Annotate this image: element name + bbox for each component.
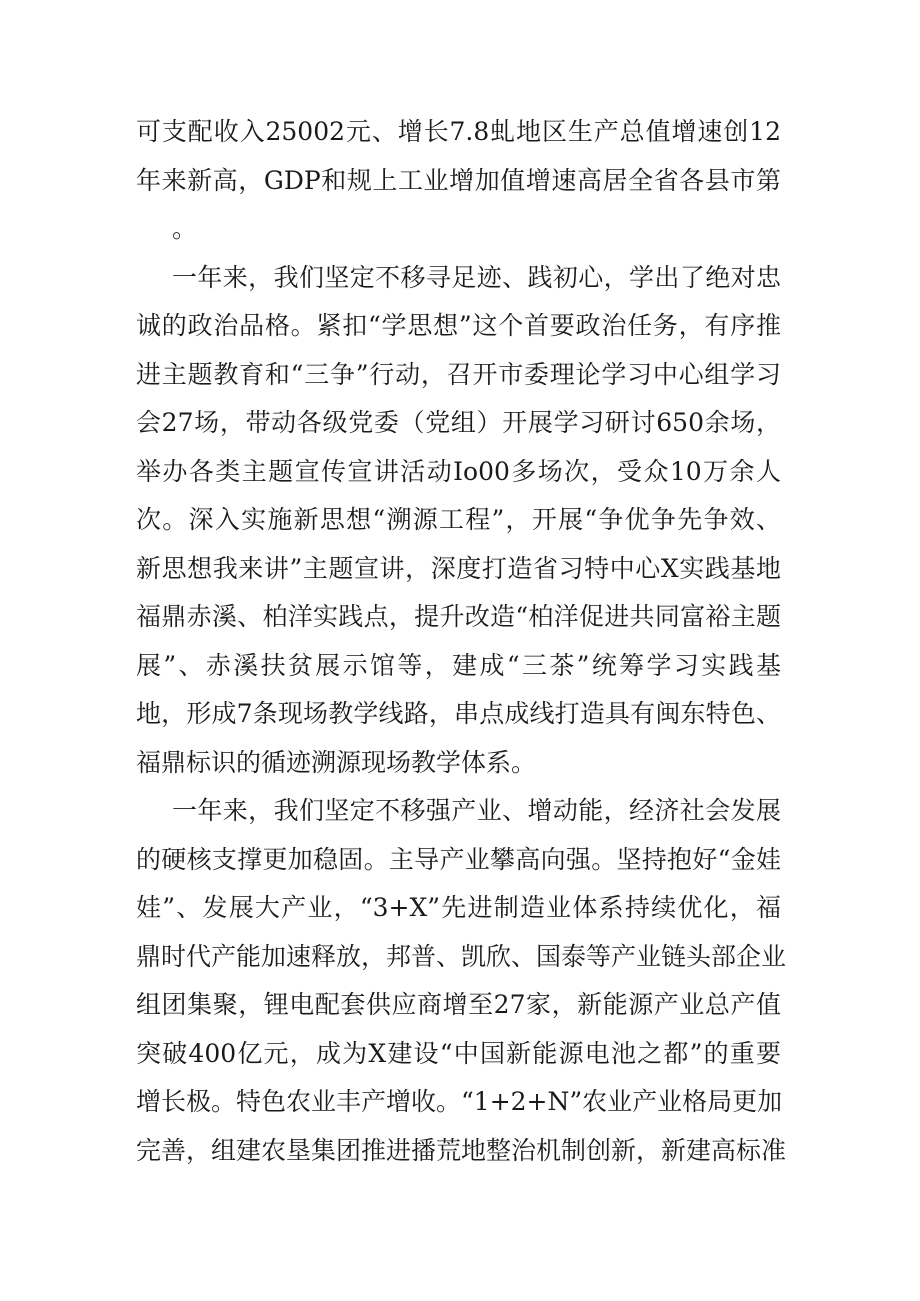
paragraph-1-line-3: 。	[172, 214, 198, 243]
paragraph-3-line-3: 娃”、发展大产业，“3+X”先进制造业体系持续优化，福	[136, 893, 781, 922]
paragraph-2-line-5: 举办各类主题宣传宣讲活动Io00多场次，受众10万余人	[136, 456, 781, 486]
paragraph-2-line-11: 福鼎标识的循迹溯源现场教学体系。	[136, 747, 537, 777]
paragraph-2-line-3: 进主题教育和“三争”行动，召开市委理论学习中心组学习	[136, 359, 781, 389]
document-body	[136, 108, 787, 1175]
paragraph-3-line-1: 一年来，我们坚定不移强产业、增动能，经济社会发展	[172, 796, 781, 825]
paragraph-2-line-1: 一年来，我们坚定不移寻足迹、践初心，学出了绝对忠	[172, 262, 781, 292]
paragraph-3-line-7: 增长极。特色农业丰产增收。“1+2+N”农业产业格局更加	[136, 1087, 783, 1116]
paragraph-3-line-6: 突破400亿元，成为X建设“中国新能源电池之都”的重要	[136, 1038, 781, 1068]
paragraph-2-line-6: 次。深入实施新思想“溯源工程”，开展“争优争先争效、	[136, 505, 781, 534]
paragraph-3-line-2: 的硬核支撑更加稳固。主导产业攀高向强。坚持抱好“金娃	[136, 844, 781, 874]
paragraph-2-line-2: 诚的政治品格。紧扣“学思想”这个首要政治任务，有序推	[136, 311, 781, 340]
paragraph-2-line-8: 福鼎赤溪、柏洋实践点，提升改造“柏洋促进共同富裕主题	[136, 602, 781, 631]
paragraph-2-line-9: 展”、赤溪扶贫展示馆等，建成“三茶”统筹学习实践基	[136, 650, 781, 680]
paragraph-3-line-8: 完善，组建农垦集团推进播荒地整治机制创新，新建高标准	[136, 1135, 787, 1165]
paragraph-2-line-7: 新思想我来讲”主题宣讲，深度打造省习特中心X实践基地	[136, 553, 781, 583]
paragraph-3-line-4: 鼎时代产能加速释放，邦普、凯欣、国泰等产业链头部企业	[136, 941, 787, 971]
paragraph-1-line-1: 可支配收入25002元、增长7.8虬地区生产总值增速创12	[136, 117, 781, 146]
paragraph-1-line-2: 年来新高，GDP和规上工业增加值增速高居全省各县市第	[136, 165, 781, 195]
paragraph-2-line-4: 会27场，带动各级党委（党组）开展学习研讨650余场，	[136, 408, 781, 437]
paragraph-3-line-5: 组团集聚，锂电配套供应商增至27家，新能源产业总产值	[136, 990, 781, 1019]
paragraph-2-line-10: 地，形成7条现场教学线路，串点成线打造具有闽东特色、	[136, 699, 781, 728]
